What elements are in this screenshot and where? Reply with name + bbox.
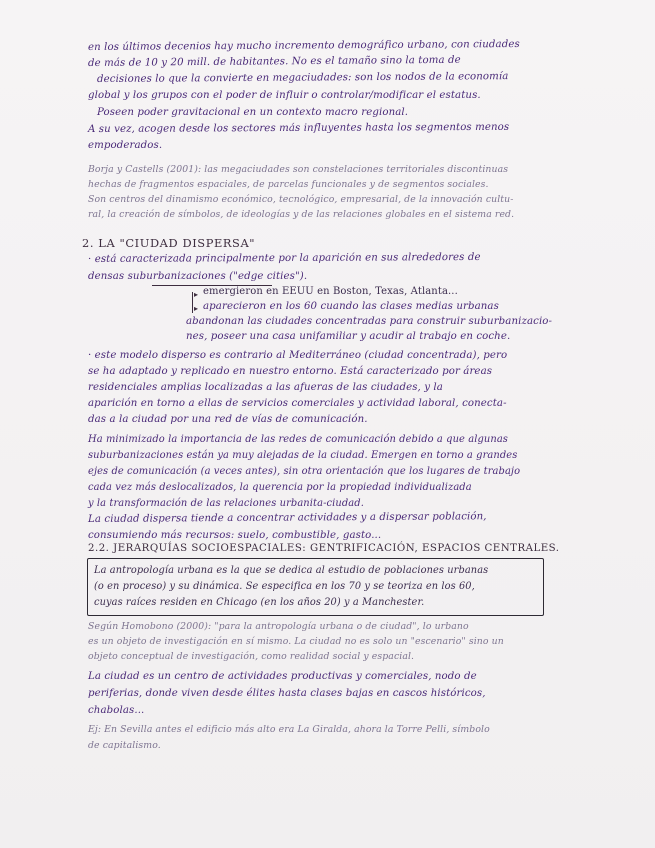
text-line: ral, la creación de símbolos, de ideologías y de las relaciones globales en el sistema red. <box>88 209 515 220</box>
text-line: global y los grupos con el poder de influir o controlar/modificar el estatus. <box>88 90 481 101</box>
section-heading: 2. LA "CIUDAD DISPERSA" <box>82 236 256 250</box>
text-line: cada vez más deslocalizados, la querencia por la propiedad individualizada <box>88 482 472 493</box>
section-heading: 2.2. JERARQUÍAS SOCIOESPACIALES: GENTRIFICACIÓN, ESPACIOS CENTRALES. <box>88 542 560 554</box>
text-line: Ej: En Sevilla antes el edificio más alto era La Giralda, ahora la Torre Pelli, símbolo <box>88 724 490 735</box>
arrow-icon: ▸ <box>194 304 199 313</box>
text-line: de más de 10 y 20 mill. de habitantes. No es el tamaño sino la toma de <box>87 54 461 69</box>
text-line: Son centros del dinamismo económico, tecnológico, empresarial, de la innovación cultu- <box>88 194 514 205</box>
text-line: empoderados. <box>88 140 163 151</box>
text-line: ejes de comunicación (a veces antes), sin otra orientación que los lugares de trabajo <box>88 466 521 477</box>
text-line: aparecieron en los 60 cuando las clases medias urbanas <box>203 301 499 312</box>
text-line: se ha adaptado y replicado en nuestro entorno. Está caracterizado por áreas <box>88 366 493 377</box>
text-line: Borja y Castells (2001): las megaciudades son constelaciones territoriales discontinuas <box>88 164 509 175</box>
text-line: cuyas raíces residen en Chicago (en los años 20) y a Manchester. <box>94 597 425 608</box>
text-line: das a la ciudad por una red de vías de comunicación. <box>88 414 368 425</box>
text-line: chabolas... <box>88 705 145 716</box>
text-line: emergieron en EEUU en Boston, Texas, Atlanta... <box>203 286 458 297</box>
text-line: La antropología urbana es la que se dedica al estudio de poblaciones urbanas <box>94 565 489 576</box>
text-line: aparición en torno a ellas de servicios comerciales y actividad laboral, conecta- <box>88 398 507 409</box>
text-line: objeto conceptual de investigación, como realidad social y espacial. <box>88 651 415 662</box>
text-line: decisiones lo que la convierte en megaciudades: son los nodos de la economía <box>96 71 509 85</box>
text-line: · está caracterizada principalmente por la aparición en sus alrededores de <box>87 251 481 265</box>
text-line: A su vez, acogen desde los sectores más influyentes hasta los segmentos menos <box>87 121 510 135</box>
text-line: de capitalismo. <box>88 740 161 751</box>
text-line: periferias, donde viven desde élites hasta clases bajas en cascos históricos, <box>88 688 486 699</box>
text-line: La ciudad dispersa tiende a concentrar actividades y a dispersar población, <box>87 511 487 525</box>
text-line: densas suburbanizaciones ("edge cities"). <box>88 271 308 282</box>
text-line: Según Homobono (2000): "para la antropología urbana o de ciudad", lo urbano <box>88 621 469 632</box>
text-line: residenciales amplias localizadas a las afueras de las ciudades, y la <box>88 382 443 393</box>
text-line: Ha minimizado la importancia de las redes de comunicación debido a que algunas <box>88 434 508 445</box>
text-line: abandonan las ciudades concentradas para construir suburbanizacio- <box>186 316 553 327</box>
text-line: es un objeto de investigación en sí mismo. La ciudad no es solo un "escenario" sino un <box>88 636 504 647</box>
text-line: Poseen poder gravitacional en un contexto macro regional. <box>97 107 409 118</box>
text-line: La ciudad es un centro de actividades productivas y comerciales, nodo de <box>88 671 477 682</box>
text-line: y la transformación de las relaciones urbanita-ciudad. <box>88 498 364 509</box>
text-line: en los últimos decenios hay mucho incremento demográfico urbano, con ciudades <box>87 38 520 53</box>
text-line: suburbanizaciones están ya muy alejadas de la ciudad. Emergen en torno a grandes <box>88 450 518 461</box>
text-line: consumiendo más recursos: suelo, combustible, gasto... <box>88 530 382 541</box>
text-line: hechas de fragmentos espaciales, de parcelas funcionales y de segmentos sociales. <box>88 179 489 190</box>
text-line: (o en proceso) y su dinámica. Se especifica en los 70 y se teoriza en los 60, <box>94 581 475 592</box>
text-line: nes, poseer una casa unifamiliar y acudir al trabajo en coche. <box>186 331 511 342</box>
arrow-icon: ▸ <box>194 290 199 299</box>
text-line: · este modelo disperso es contrario al Mediterráneo (ciudad concentrada), pero <box>88 350 508 361</box>
